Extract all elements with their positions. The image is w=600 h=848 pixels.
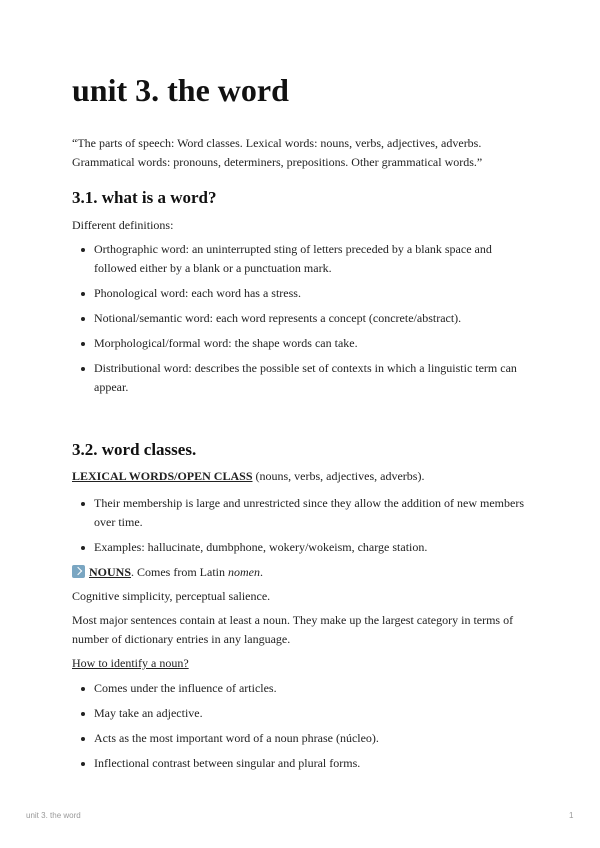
- footer-title: unit 3. the word: [26, 811, 81, 820]
- definitions-list: [72, 240, 532, 403]
- list-item: Morphological/formal word: the shape words can take.: [72, 334, 532, 353]
- lexical-list: [72, 494, 532, 563]
- section-heading-word-classes: 3.2. word classes.: [72, 440, 197, 459]
- nouns-paragraph-1: Cognitive simplicity, perceptual salience.: [72, 589, 271, 603]
- list-item: Acts as the most important word of a noun phrase (núcleo).: [72, 729, 532, 748]
- nouns-paragraph-2: Most major sentences contain at least a noun. They make up the largest category in terms of number of dictionary entries in any language.: [72, 613, 514, 646]
- nouns-label: NOUNS: [89, 565, 132, 579]
- lexical-words-line: [72, 467, 532, 486]
- list-item: Inflectional contrast between singular and plural forms.: [72, 754, 532, 773]
- nouns-latin: nomen: [228, 565, 260, 579]
- footer-page-number: 1: [569, 811, 574, 820]
- list-item: May take an adjective.: [72, 704, 532, 723]
- nouns-rest: . Comes from Latin: [131, 565, 228, 579]
- list-item: Notional/semantic word: each word represents a concept (concrete/abstract).: [72, 309, 532, 328]
- page-title: unit 3. the word: [72, 72, 289, 108]
- list-item: Phonological word: each word has a stress.: [72, 284, 532, 303]
- link-icon[interactable]: [72, 565, 85, 578]
- list-item: Comes under the influence of articles.: [72, 679, 532, 698]
- list-item: Their membership is large and unrestricted since they allow the addition of new members over time.: [72, 494, 532, 532]
- definitions-lead: Different definitions:: [72, 218, 174, 232]
- list-item: Orthographic word: an uninterrupted sting of letters preceded by a blank space and followed either by a blank or a punctuation mark.: [72, 240, 532, 278]
- identify-noun-heading: How to identify a noun?: [72, 656, 189, 670]
- list-item: Distributional word: describes the possible set of contexts in which a linguistic term can appear.: [72, 359, 532, 397]
- intro-quote: “The parts of speech: Word classes. Lexical words: nouns, verbs, adjectives, adverbs. Grammatical words: pronouns, determiners, prepositions. Other grammatical words.”: [72, 136, 483, 169]
- section-heading-what-is-a-word: 3.1. what is a word?: [72, 188, 217, 207]
- lexical-words-rest: (nouns, verbs, adjectives, adverbs).: [252, 469, 425, 483]
- lexical-words-label: LEXICAL WORDS/OPEN CLASS: [72, 469, 253, 483]
- noun-identify-list: [72, 679, 532, 779]
- nouns-line: [72, 563, 532, 582]
- list-item: Examples: hallucinate, dumbphone, wokery/wokeism, charge station.: [72, 538, 532, 557]
- nouns-end: .: [260, 565, 263, 579]
